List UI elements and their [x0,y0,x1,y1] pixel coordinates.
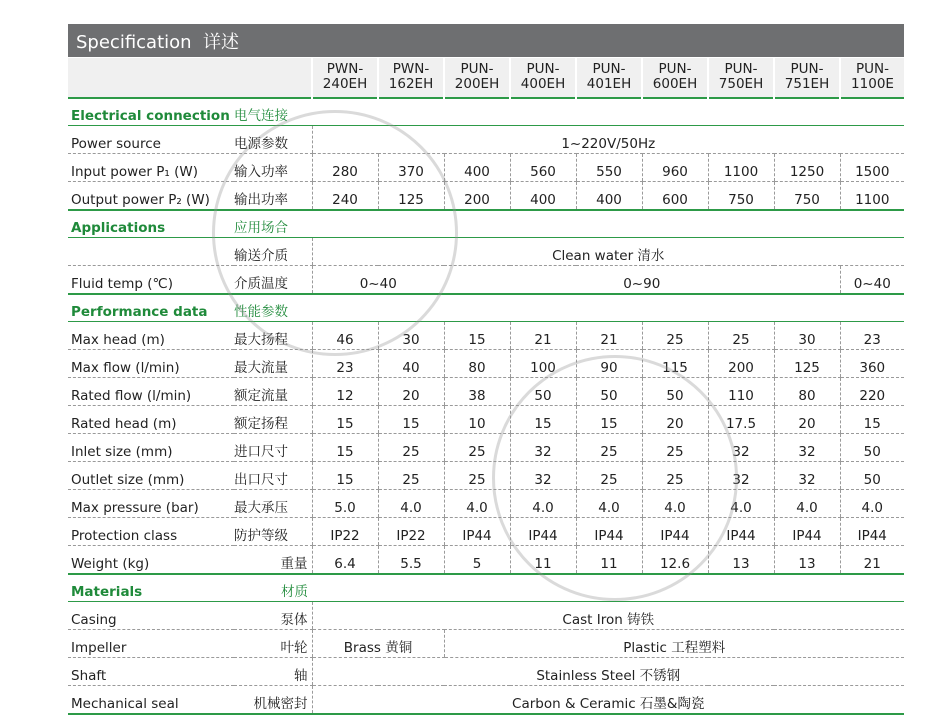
model-header: PUN- 401EH [576,58,642,98]
cell: 4.0 [642,490,708,518]
cell: 32 [510,462,576,490]
row-label-cn: 最大流量 [234,350,312,378]
cell: 1100 [708,154,774,182]
cell: 115 [642,350,708,378]
cell: 5 [444,546,510,575]
row-label-cn: 防护等级 [234,518,312,546]
row-label: Output power P₂ (W) [68,182,234,211]
cell: IP44 [642,518,708,546]
row-label-cn: 输送介质 [234,238,312,266]
cell: 200 [444,182,510,211]
section-title-cn: 应用场合 [234,210,904,238]
cell: 32 [510,434,576,462]
cell: 50 [576,378,642,406]
page-title: Specification 详述 [76,32,240,53]
cell: 50 [840,462,904,490]
cell: IP22 [378,518,444,546]
row-label: Casing [68,602,234,630]
cell: 11 [510,546,576,575]
cell: 750 [708,182,774,211]
table-row [68,434,904,462]
row-label-cn: 机械密封 [234,686,312,715]
cell: 30 [774,322,840,350]
cell: Carbon & Ceramic 石墨&陶瓷 [312,686,904,715]
table-row [68,546,904,575]
cell: 32 [708,434,774,462]
cell: 25 [378,462,444,490]
cell: 10 [444,406,510,434]
row-label: Mechanical seal [68,686,234,715]
model-header: PWN- 162EH [378,58,444,98]
cell: 125 [774,350,840,378]
cell: 0~90 [444,266,840,295]
section-title-cn: 性能参数 [234,294,904,322]
table-row [68,182,904,211]
row-label-cn: 输出功率 [234,182,312,211]
row-label: Max head (m) [68,322,234,350]
section-title: Applications [68,210,234,238]
row-label-cn: 叶轮 [234,630,312,658]
cell: 5.0 [312,490,378,518]
cell: 50 [642,378,708,406]
cell: Stainless Steel 不锈钢 [312,658,904,686]
cell: 25 [642,322,708,350]
row-label: Weight (kg) [68,546,234,575]
row-label-cn: 泵体 [234,602,312,630]
row-label-cn: 输入功率 [234,154,312,182]
cell: 15 [510,406,576,434]
table-row [68,378,904,406]
cell: 25 [708,322,774,350]
section-electrical [68,98,904,126]
table-row [68,266,904,295]
cell: 40 [378,350,444,378]
row-label: Max pressure (bar) [68,490,234,518]
cell: 50 [510,378,576,406]
cell: 1250 [774,154,840,182]
cell: 4.0 [378,490,444,518]
row-label: Input power P₁ (W) [68,154,234,182]
cell: 17.5 [708,406,774,434]
cell: 0~40 [840,266,904,295]
cell: 360 [840,350,904,378]
row-label: Rated flow (l/min) [68,378,234,406]
cell: IP22 [312,518,378,546]
cell: 38 [444,378,510,406]
cell: 15 [576,406,642,434]
row-label-cn: 重量 [234,546,312,575]
section-applications [68,210,904,238]
cell: 6.4 [312,546,378,575]
cell: 21 [510,322,576,350]
cell: 550 [576,154,642,182]
row-label-cn: 额定流量 [234,378,312,406]
section-title: Performance data [68,294,234,322]
table-row [68,322,904,350]
row-label-cn: 最大扬程 [234,322,312,350]
cell: 125 [378,182,444,211]
medium-value: Clean water 清水 [312,238,904,266]
cell: 200 [708,350,774,378]
cell: 21 [576,322,642,350]
cell: 25 [642,434,708,462]
header-blank [68,58,312,98]
table-row [68,238,904,266]
model-header: PUN- 1100E [840,58,904,98]
cell: 12 [312,378,378,406]
cell: 4.0 [510,490,576,518]
model-header: PWN- 240EH [312,58,378,98]
row-label-cn: 轴 [234,658,312,686]
cell: IP44 [576,518,642,546]
cell: 13 [774,546,840,575]
cell: 0~40 [312,266,444,295]
cell: 960 [642,154,708,182]
cell: 4.0 [444,490,510,518]
table-row [68,490,904,518]
cell: IP44 [774,518,840,546]
cell: IP44 [510,518,576,546]
section-title: Electrical connection [68,98,234,126]
cell: 20 [378,378,444,406]
cell: 50 [840,434,904,462]
cell: 15 [378,406,444,434]
cell: 1100 [840,182,904,211]
section-materials [68,574,904,602]
table-row [68,630,904,658]
row-label-cn: 额定扬程 [234,406,312,434]
row-label: Impeller [68,630,234,658]
model-header-row [68,58,904,98]
cell: 15 [312,462,378,490]
cell: IP44 [708,518,774,546]
cell: 4.0 [840,490,904,518]
table-row [68,658,904,686]
title-bar [68,24,904,57]
cell: 560 [510,154,576,182]
power-source-value: 1~220V/50Hz [312,126,904,154]
cell: 4.0 [576,490,642,518]
cell: 4.0 [708,490,774,518]
cell: 25 [576,434,642,462]
cell: 80 [444,350,510,378]
cell: 5.5 [378,546,444,575]
cell: 25 [444,462,510,490]
cell: 370 [378,154,444,182]
cell: 1500 [840,154,904,182]
row-label-cn: 介质温度 [234,266,312,295]
model-header: PUN- 400EH [510,58,576,98]
cell: 400 [444,154,510,182]
model-header: PUN- 600EH [642,58,708,98]
section-performance [68,294,904,322]
row-label: Fluid temp (℃) [68,266,234,295]
table-row [68,350,904,378]
section-title-cn: 材质 [234,574,312,602]
section-spacer [312,574,904,602]
table-row [68,686,904,715]
table-row [68,154,904,182]
cell: 750 [774,182,840,211]
cell: 23 [840,322,904,350]
row-label-cn: 电源参数 [234,126,312,154]
cell: 20 [642,406,708,434]
cell: 15 [444,322,510,350]
row-label: Rated head (m) [68,406,234,434]
row-label: Shaft [68,658,234,686]
cell: 240 [312,182,378,211]
cell: 15 [312,434,378,462]
spec-table [68,58,904,715]
cell: Brass 黄铜 [312,630,444,658]
cell: 32 [708,462,774,490]
section-title-cn: 电气连接 [234,98,904,126]
cell: 46 [312,322,378,350]
table-row [68,462,904,490]
cell: 25 [378,434,444,462]
cell: 13 [708,546,774,575]
row-label: Power source [68,126,234,154]
table-row [68,518,904,546]
table-row [68,126,904,154]
row-label [68,238,234,266]
cell: Cast Iron 铸铁 [312,602,904,630]
cell: 4.0 [774,490,840,518]
cell: 280 [312,154,378,182]
cell: 400 [510,182,576,211]
cell: 12.6 [642,546,708,575]
cell: 23 [312,350,378,378]
row-label-cn: 出口尺寸 [234,462,312,490]
cell: 20 [774,406,840,434]
cell: 15 [312,406,378,434]
cell: 100 [510,350,576,378]
cell: Plastic 工程塑料 [444,630,904,658]
cell: 15 [840,406,904,434]
cell: 30 [378,322,444,350]
cell: 11 [576,546,642,575]
model-header: PUN- 751EH [774,58,840,98]
section-title: Materials [68,574,234,602]
cell: 25 [576,462,642,490]
row-label-cn: 进口尺寸 [234,434,312,462]
cell: 600 [642,182,708,211]
model-header: PUN- 750EH [708,58,774,98]
cell: 220 [840,378,904,406]
cell: 32 [774,434,840,462]
row-label: Max flow (l/min) [68,350,234,378]
row-label: Outlet size (mm) [68,462,234,490]
row-label: Protection class [68,518,234,546]
cell: 400 [576,182,642,211]
cell: 110 [708,378,774,406]
cell: 25 [642,462,708,490]
cell: IP44 [444,518,510,546]
cell: 32 [774,462,840,490]
table-row [68,406,904,434]
cell: 80 [774,378,840,406]
cell: 25 [444,434,510,462]
cell: IP44 [840,518,904,546]
model-header: PUN- 200EH [444,58,510,98]
cell: 21 [840,546,904,575]
row-label-cn: 最大承压 [234,490,312,518]
table-row [68,602,904,630]
row-label: Inlet size (mm) [68,434,234,462]
cell: 90 [576,350,642,378]
